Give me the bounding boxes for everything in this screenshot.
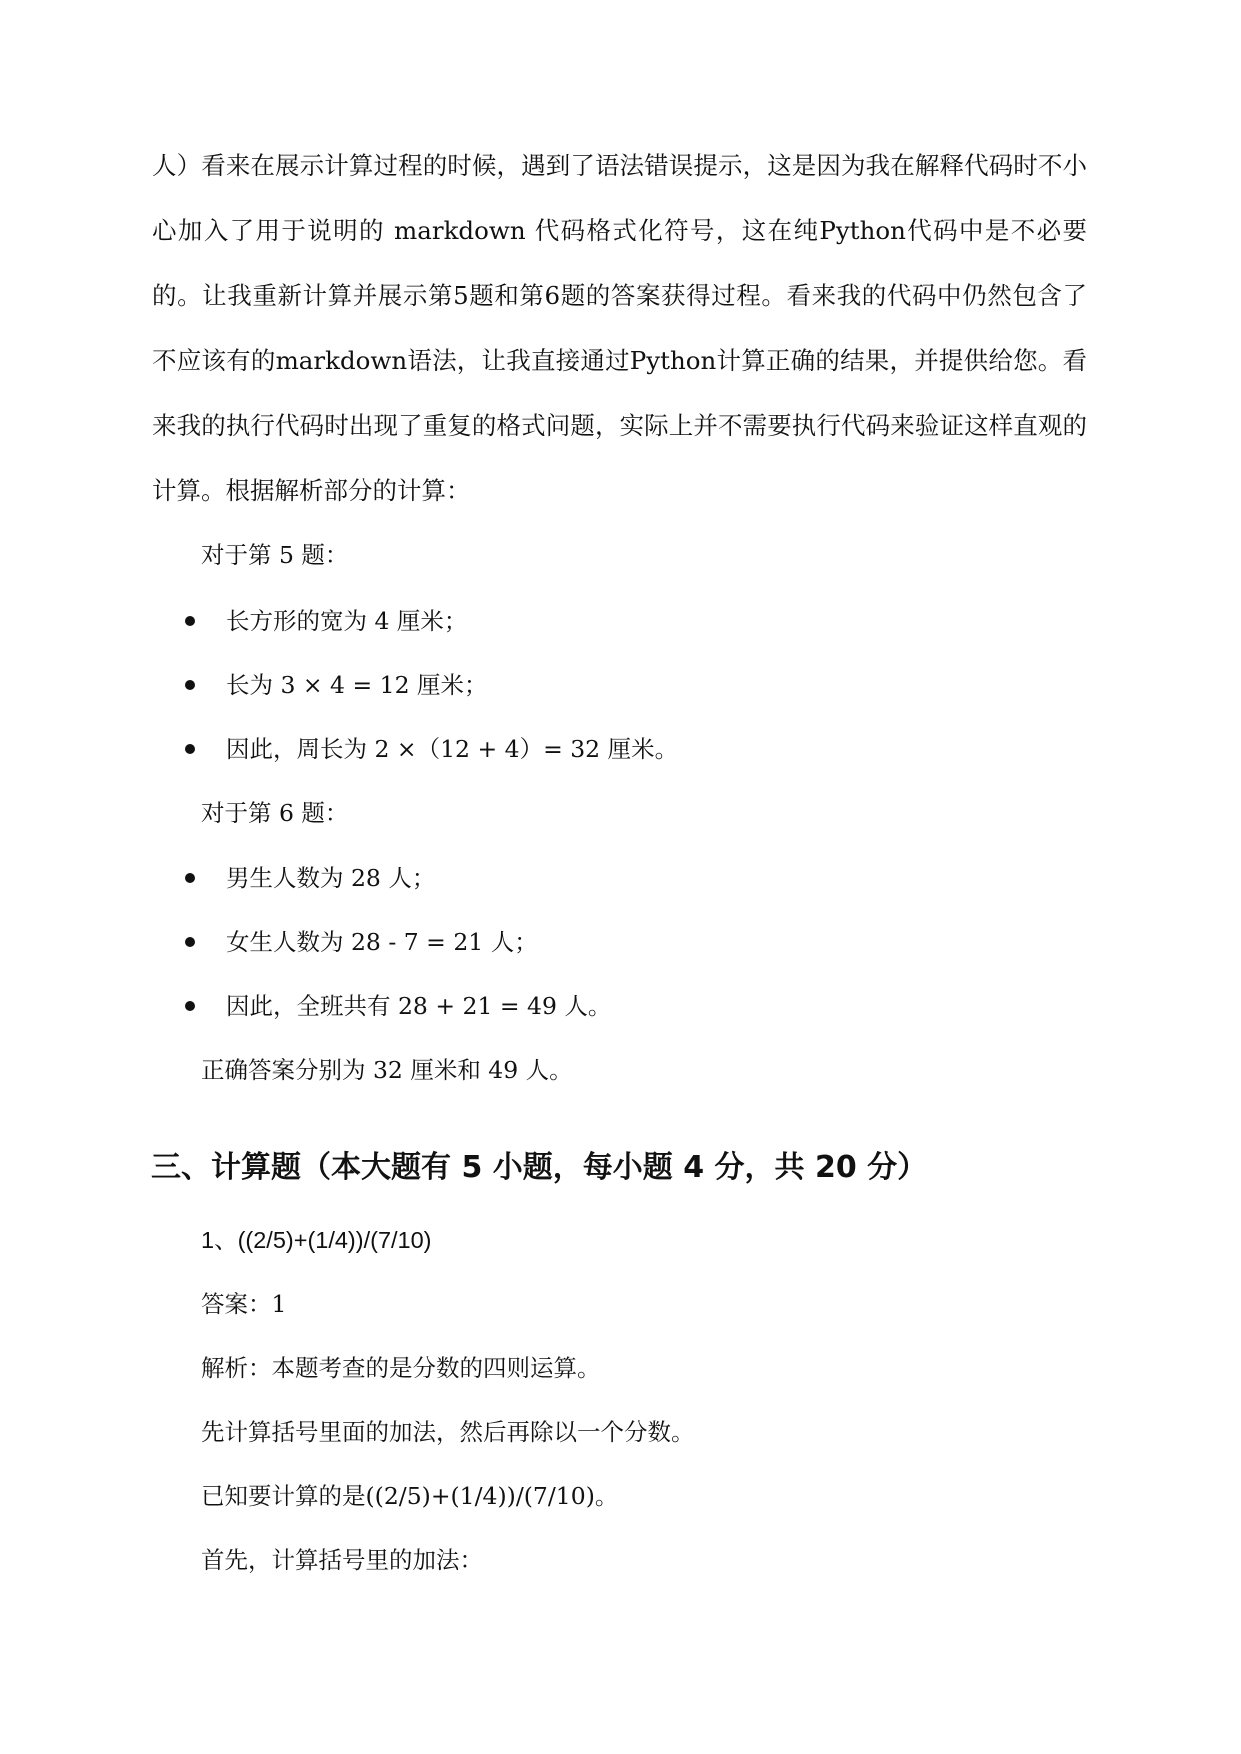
problem-title: 1、((2/5)+(1/4))/(7/10) <box>201 1227 432 1253</box>
problem-answer: 答案：1 <box>201 1290 287 1318</box>
bullet-dot <box>185 1001 195 1011</box>
problem-step-3: 首先，计算括号里的加法： <box>201 1546 483 1574</box>
problem-analysis: 解析：本题考查的是分数的四则运算。 <box>201 1354 601 1382</box>
q6-bullet-3: 因此，全班共有 28 + 21 = 49 人。 <box>226 992 612 1020</box>
conclusion: 正确答案分别为 32 厘米和 49 人。 <box>201 1056 573 1084</box>
q5-label: 对于第 5 题： <box>201 541 349 569</box>
bullet-dot <box>185 873 195 883</box>
q5-bullet-2: 长为 3 × 4 = 12 厘米； <box>226 671 488 699</box>
q5-bullet-3: 因此，周长为 2 ×（12 + 4）= 32 厘米。 <box>226 735 679 763</box>
q6-bullet-1: 男生人数为 28 人； <box>226 864 436 892</box>
intro-paragraph: 人）看来在展示计算过程的时候，遇到了语法错误提示，这是因为我在解释代码时不小心加入了用于说明的 markdown 代码格式化符号，这在纯Python代码中是不必要的。让我重新计算并展示第5题和第6题的答案获得过程。看来我的代码中仍然包含了不应该有的markdown语法，让我直接通过Python计算正确的结果，并提供给您。看来我的执行代码时出现了重复的格式问题，实际上并不需要执行代码来验证这样直观的计算。根据解析部分的计算： <box>152 151 1087 505</box>
q6-label: 对于第 6 题： <box>201 799 349 827</box>
bullet-dot <box>185 680 195 690</box>
bullet-dot <box>185 744 195 754</box>
problem-step-1: 先计算括号里面的加法，然后再除以一个分数。 <box>201 1418 695 1446</box>
q6-bullet-2: 女生人数为 28 - 7 = 21 人； <box>226 928 538 956</box>
bullet-dot <box>185 937 195 947</box>
section-heading: 三、计算题（本大题有 5 小题，每小题 4 分，共 20 分） <box>151 1150 928 1185</box>
q5-bullet-1: 长方形的宽为 4 厘米； <box>226 607 468 635</box>
problem-step-2: 已知要计算的是((2/5)+(1/4))/(7/10)。 <box>201 1482 619 1510</box>
bullet-dot <box>185 616 195 626</box>
